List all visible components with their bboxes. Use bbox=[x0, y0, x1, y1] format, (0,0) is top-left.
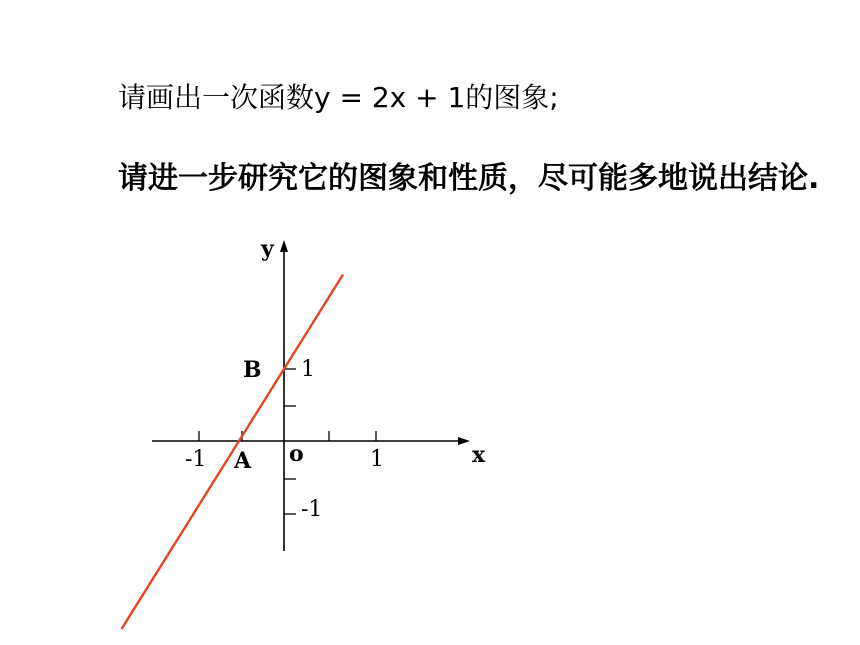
x-axis-label: x bbox=[472, 442, 486, 468]
point-a-label: A bbox=[234, 448, 252, 474]
instruction-line-2: 请进一步研究它的图象和性质，尽可能多地说出结论. bbox=[118, 161, 820, 196]
y-axis-label: y bbox=[261, 236, 274, 262]
y-tick-label-pos-1: 1 bbox=[301, 357, 315, 382]
x-axis-arrow-icon bbox=[458, 437, 470, 445]
y-axis-arrow-icon bbox=[280, 240, 288, 252]
y-tick-label-neg-1: -1 bbox=[301, 497, 323, 522]
x-tick-label-pos-1: 1 bbox=[370, 447, 384, 472]
x-tick-label-neg-1: -1 bbox=[185, 447, 207, 472]
origin-label: o bbox=[289, 441, 304, 467]
function-line bbox=[122, 275, 343, 628]
instruction-line-1: 请画出一次函数y = 2x + 1的图象; bbox=[118, 81, 559, 114]
point-b-label: B bbox=[243, 357, 262, 383]
